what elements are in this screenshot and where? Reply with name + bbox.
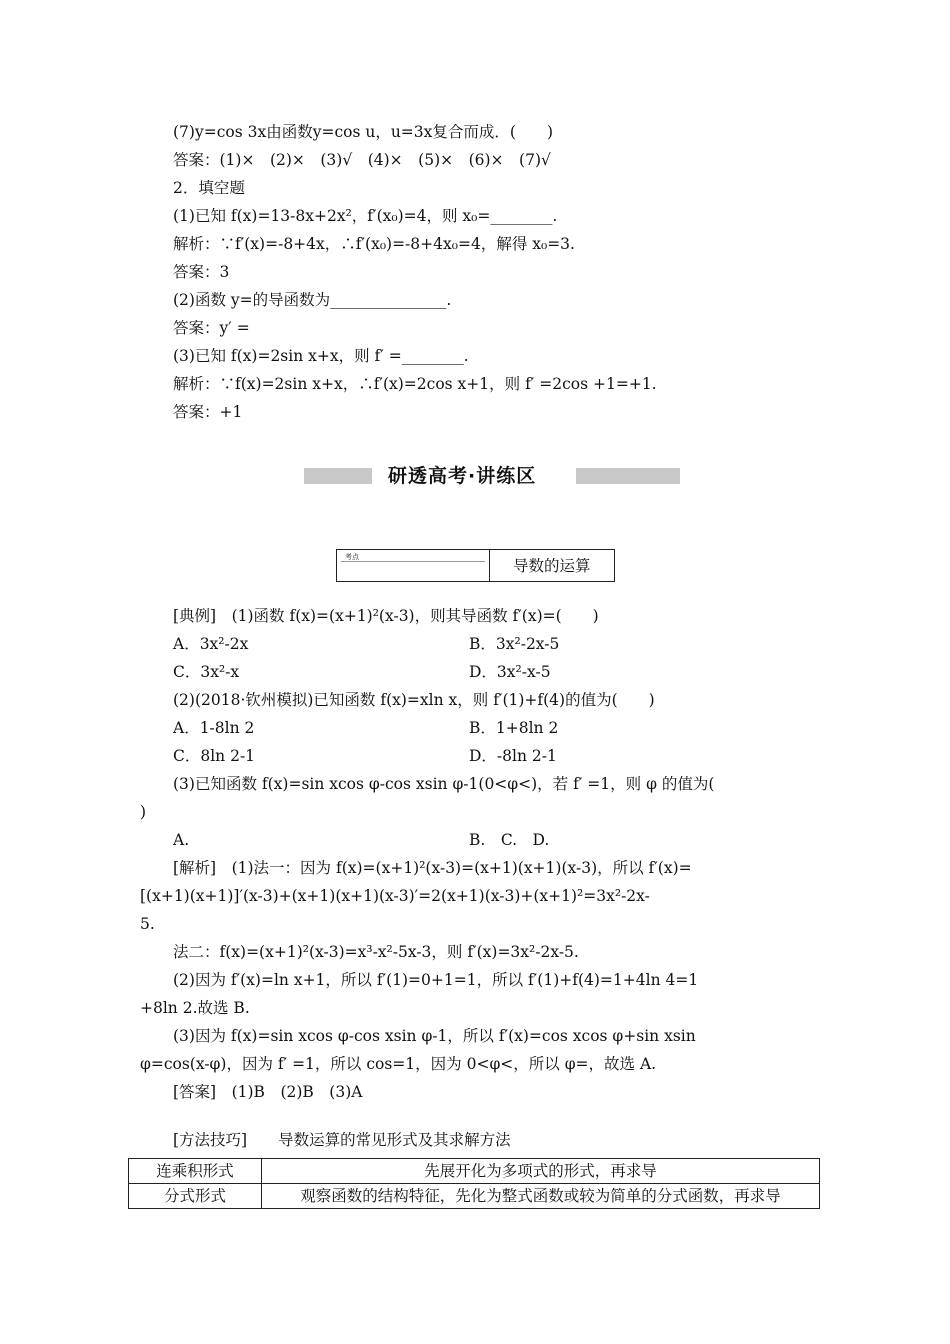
final-answer: [答案] (1)B (2)B (3)A bbox=[173, 1083, 363, 1101]
form-cell: 分式形式 bbox=[129, 1184, 262, 1209]
method-table bbox=[128, 1158, 820, 1209]
answer-judgement: 答案：(1)× (2)× (3)√ (4)× (5)× (6)× (7)√ bbox=[173, 151, 551, 169]
fill-solution-1: 解析：∵f′(x)=-8+4x，∴f′(x₀)=-8+4x₀=4，解得 x₀=3. bbox=[173, 235, 575, 253]
example-3-option-a: A. bbox=[173, 831, 190, 849]
example-2-option-b: B．1+8ln 2 bbox=[469, 719, 559, 737]
example-2: (2)(2018·钦州模拟)已知函数 f(x)=xln x，则 f′(1)+f(4)的值为( ) bbox=[173, 691, 655, 709]
example-1: [典例] (1)函数 f(x)=(x+1)²(x-3)，则其导函数 f′(x)=( ) bbox=[173, 607, 599, 625]
method-title: [方法技巧] 导数运算的常见形式及其求解方法 bbox=[173, 1131, 511, 1149]
topic-title: 导数的运算 bbox=[513, 557, 591, 575]
table-row bbox=[129, 1159, 820, 1184]
solution-line-1: [解析] (1)法一：因为 f(x)=(x+1)²(x-3)=(x+1)(x+1)(x-3)，所以 f′(x)= bbox=[173, 859, 692, 877]
banner-right-bar bbox=[576, 468, 680, 484]
topic-rule bbox=[341, 561, 485, 562]
example-3-continued: ) bbox=[140, 803, 147, 821]
form-cell: 连乘积形式 bbox=[129, 1159, 262, 1184]
example-1-option-a: A．3x²-2x bbox=[173, 635, 249, 653]
fill-question-3: (3)已知 f(x)=2sin x+x，则 f′ =________. bbox=[173, 347, 469, 365]
example-2-option-a: A．1-8ln 2 bbox=[173, 719, 255, 737]
fill-answer-1: 答案：3 bbox=[173, 263, 230, 281]
section-banner bbox=[304, 464, 680, 488]
solution-line-2: [(x+1)(x+1)]′(x-3)+(x+1)(x+1)(x-3)′=2(x+1)(x-3)+(x+1)²=3x²-2x- bbox=[140, 887, 650, 905]
example-2-option-d: D．-8ln 2-1 bbox=[469, 747, 557, 765]
solution-line-3: 5. bbox=[140, 915, 155, 933]
solution-part-2: (2)因为 f′(x)=ln x+1，所以 f′(1)=0+1=1，所以 f′(1)+f(4)=1+4ln 4=1 bbox=[173, 971, 699, 989]
example-2-option-c: C．8ln 2-1 bbox=[173, 747, 256, 765]
fill-blank-heading: 2．填空题 bbox=[173, 179, 245, 197]
method-cell: 先展开化为多项式的形式，再求导 bbox=[262, 1159, 820, 1184]
fill-solution-3: 解析：∵f(x)=2sin x+x，∴f′(x)=2cos x+1，则 f′ =2cos +1=+1. bbox=[173, 375, 657, 393]
fill-answer-3: 答案：+1 bbox=[173, 403, 243, 421]
solution-part-2-continued: +8ln 2.故选 B. bbox=[140, 999, 250, 1017]
table-row bbox=[129, 1184, 820, 1209]
banner-title: 研透高考·讲练区 bbox=[388, 465, 537, 487]
topic-box bbox=[336, 549, 615, 582]
solution-method-2: 法二：f(x)=(x+1)²(x-3)=x³-x²-5x-3，则 f′(x)=3x²-2x-5. bbox=[173, 943, 579, 961]
fill-answer-2: 答案：y′ = bbox=[173, 319, 250, 337]
solution-part-3-continued: φ=cos(x-φ)，因为 f′ =1，所以 cos=1，因为 0<φ<，所以 φ=，故选 A. bbox=[140, 1055, 657, 1073]
question-7: (7)y=cos 3x由函数y=cos u，u=3x复合而成．( ) bbox=[173, 123, 553, 141]
example-1-option-c: C．3x²-x bbox=[173, 663, 240, 681]
fill-question-2: (2)函数 y=的导函数为_______________. bbox=[173, 291, 452, 309]
example-3: (3)已知函数 f(x)=sin xcos φ-cos xsin φ-1(0<φ<)，若 f′ =1，则 φ 的值为( bbox=[173, 775, 715, 793]
solution-part-3: (3)因为 f(x)=sin xcos φ-cos xsin φ-1，所以 f′(x)=cos xcos φ+sin xsin bbox=[173, 1027, 696, 1045]
example-3-options-bcd: B. C. D. bbox=[469, 831, 550, 849]
example-1-option-d: D．3x²-x-5 bbox=[469, 663, 551, 681]
topic-tag: 考点 bbox=[345, 553, 359, 561]
fill-question-1: (1)已知 f(x)=13-8x+2x²，f′(x₀)=4，则 x₀=________. bbox=[173, 207, 558, 225]
banner-left-bar bbox=[304, 468, 372, 484]
method-cell: 观察函数的结构特征，先化为整式函数或较为简单的分式函数，再求导 bbox=[262, 1184, 820, 1209]
topic-label-cell bbox=[337, 550, 490, 581]
example-1-option-b: B．3x²-2x-5 bbox=[469, 635, 560, 653]
